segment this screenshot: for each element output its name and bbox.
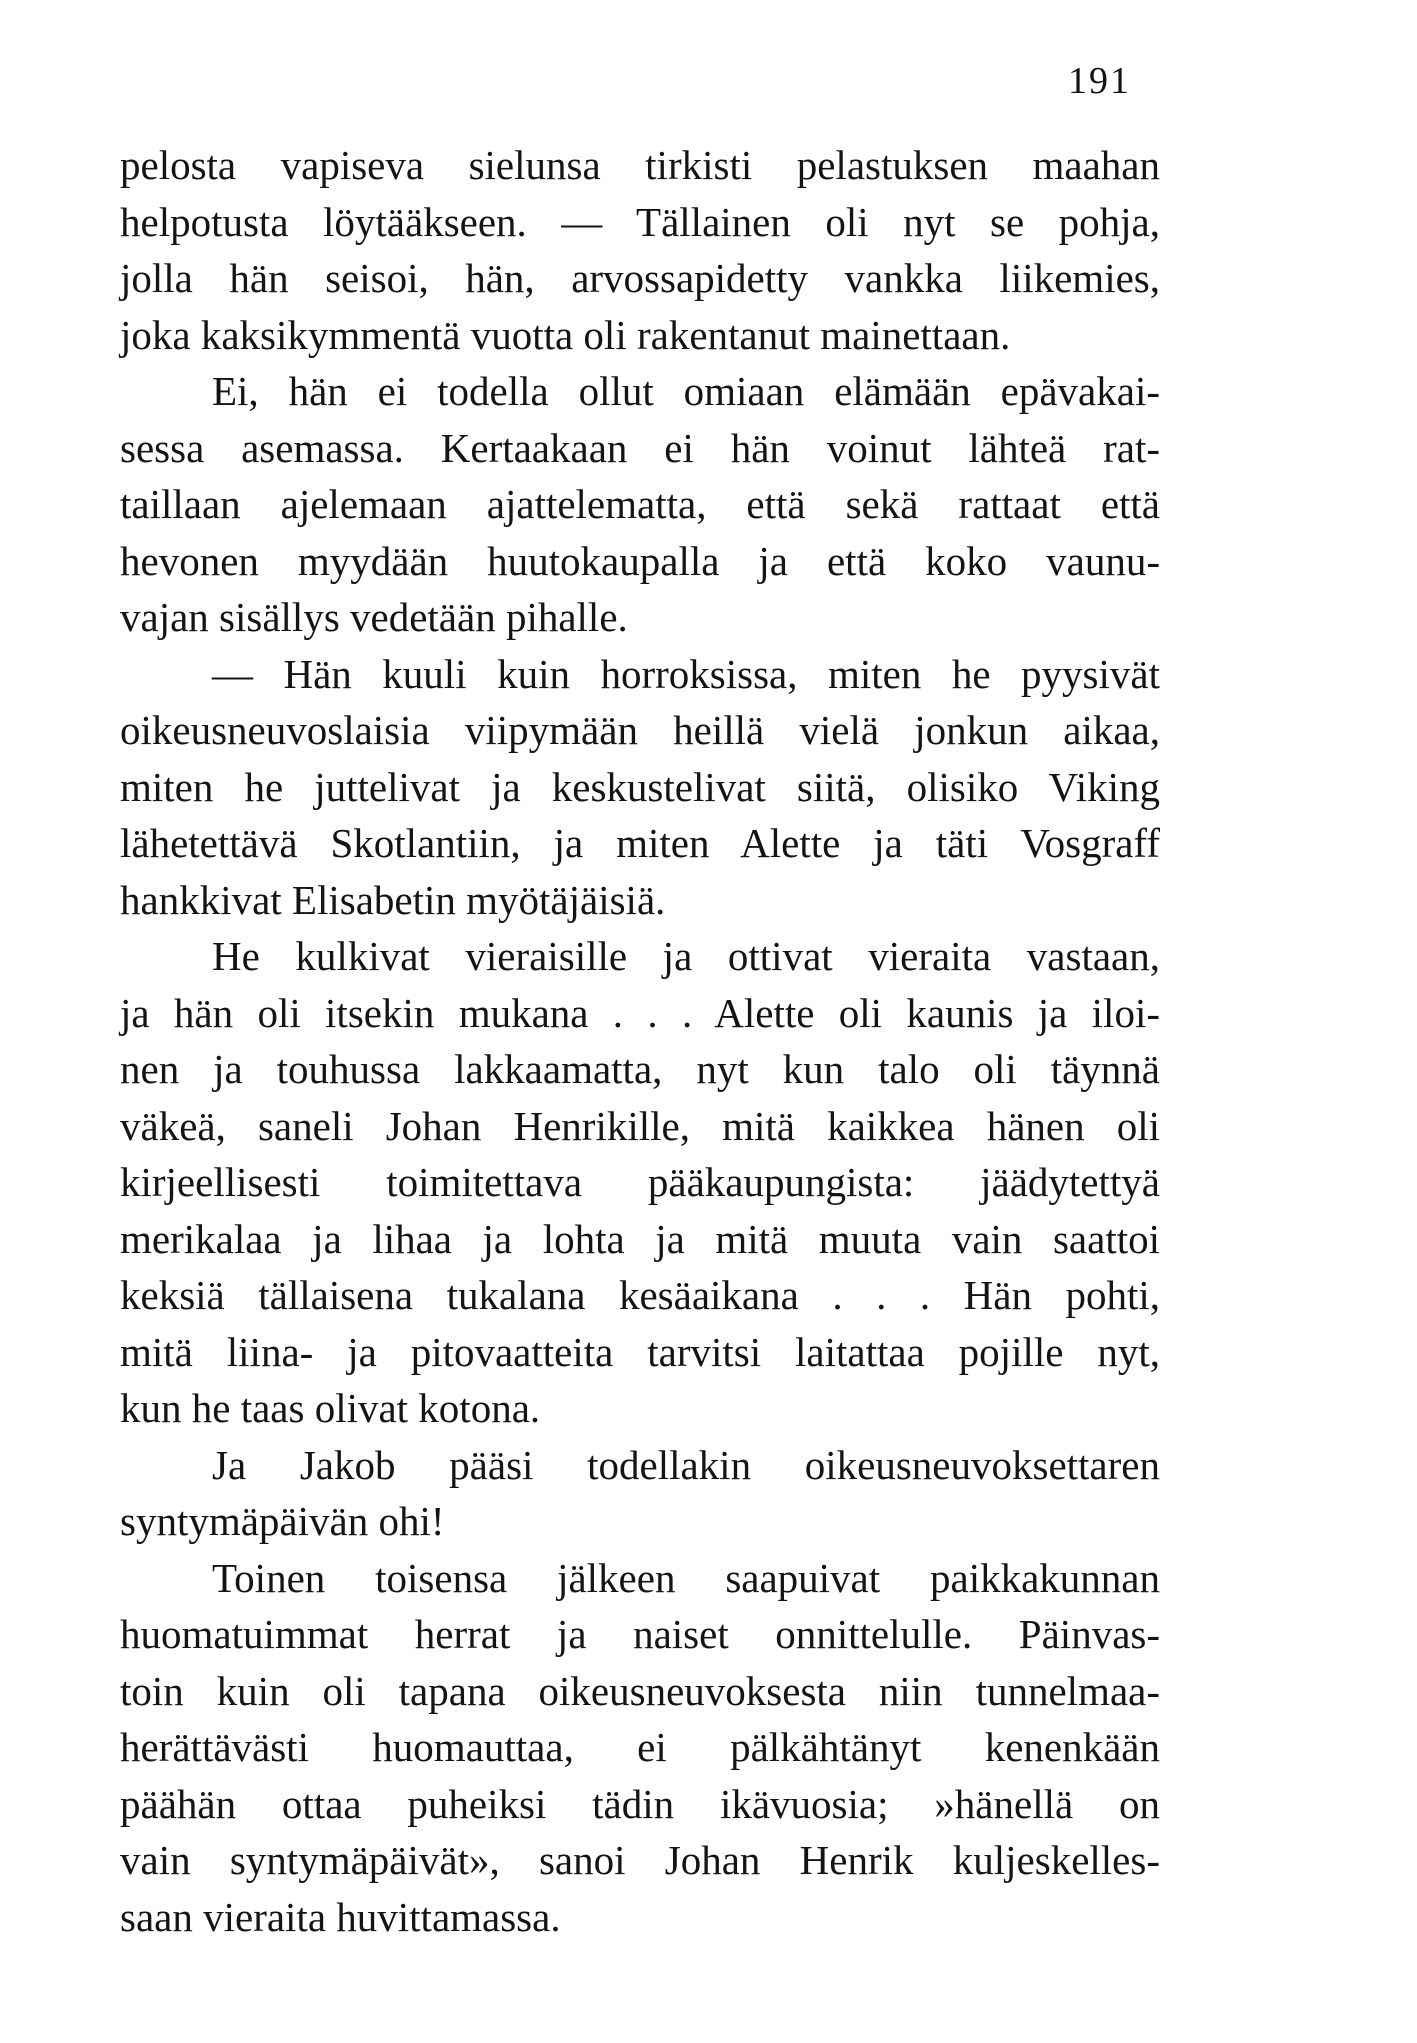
text-line: jolla hän seisoi, hän, arvossapidetty vankka liikemies,: [120, 255, 1160, 301]
text-line: He kulkivat vieraisille ja ottivat vieraita vastaan,: [212, 933, 1160, 979]
text-line: keksiä tällaisena tukalana kesäaikana . . . Hän pohti,: [120, 1272, 1160, 1318]
text-line: taillaan ajelemaan ajattelematta, että sekä rattaat että: [120, 481, 1160, 527]
text-line: vain syntymäpäivät», sanoi Johan Henrik kuljeskelles-: [120, 1837, 1160, 1883]
text-line: merikalaa ja lihaa ja lohta ja mitä muuta vain saattoi: [120, 1215, 1160, 1262]
text-line: herättävästi huomauttaa, ei pälkähtänyt kenenkään: [120, 1724, 1160, 1770]
text-line: Ja Jakob pääsi todellakin oikeusneuvoksettaren: [212, 1441, 1160, 1488]
body-text: [120, 137, 1160, 1945]
text-line: sessa asemassa. Kertaakaan ei hän voinut lähteä rat-: [120, 424, 1160, 471]
text-line: miten he juttelivat ja keskustelivat siitä, olisiko Viking: [120, 763, 1160, 810]
text-line: huomatuimmat herrat ja naiset onnittelulle. Päinvas-: [120, 1611, 1160, 1657]
text-line: nen ja touhussa lakkaamatta, nyt kun talo oli täynnä: [120, 1046, 1160, 1092]
text-line: joka kaksikymmentä vuotta oli rakentanut mainettaan.: [120, 311, 1011, 358]
text-line: helpotusta löytääkseen. — Tällainen oli nyt se pohja,: [120, 198, 1160, 245]
text-line: pelosta vapiseva sielunsa tirkisti pelastuksen maahan: [120, 142, 1160, 188]
text-line: Ei, hän ei todella ollut omiaan elämään epävakai-: [212, 368, 1160, 414]
text-line: hevonen myydään huutokaupalla ja että koko vaunu-: [120, 537, 1160, 584]
text-line: ja hän oli itsekin mukana . . . Alette oli kaunis ja iloi-: [120, 989, 1160, 1036]
page-number: 191: [1068, 60, 1131, 102]
text-line: oikeusneuvoslaisia viipymään heillä vielä jonkun aikaa,: [120, 707, 1160, 753]
text-line: syntymäpäivän ohi!: [120, 1498, 445, 1544]
text-line: saan vieraita huvittamassa.: [120, 1893, 561, 1940]
text-line: lähetettävä Skotlantiin, ja miten Alette ja täti Vosgraff: [120, 820, 1160, 866]
text-line: hankkivat Elisabetin myötäjäisiä.: [120, 876, 666, 923]
text-line: toin kuin oli tapana oikeusneuvoksesta niin tunnelmaa-: [120, 1667, 1160, 1714]
text-line: päähän ottaa puheiksi tädin ikävuosia; »hänellä on: [120, 1780, 1160, 1827]
text-line: väkeä, saneli Johan Henrikille, mitä kaikkea hänen oli: [120, 1102, 1160, 1149]
text-line: mitä liina- ja pitovaatteita tarvitsi laitattaa pojille nyt,: [120, 1328, 1160, 1375]
text-line: kirjeellisesti toimitettava pääkaupungista: jäädytettyä: [120, 1159, 1160, 1205]
text-line: vajan sisällys vedetään pihalle.: [120, 594, 628, 640]
text-line: kun he taas olivat kotona.: [120, 1385, 541, 1431]
text-line: — Hän kuuli kuin horroksissa, miten he pyysivät: [212, 650, 1160, 697]
text-line: Toinen toisensa jälkeen saapuivat paikkakunnan: [212, 1554, 1160, 1601]
